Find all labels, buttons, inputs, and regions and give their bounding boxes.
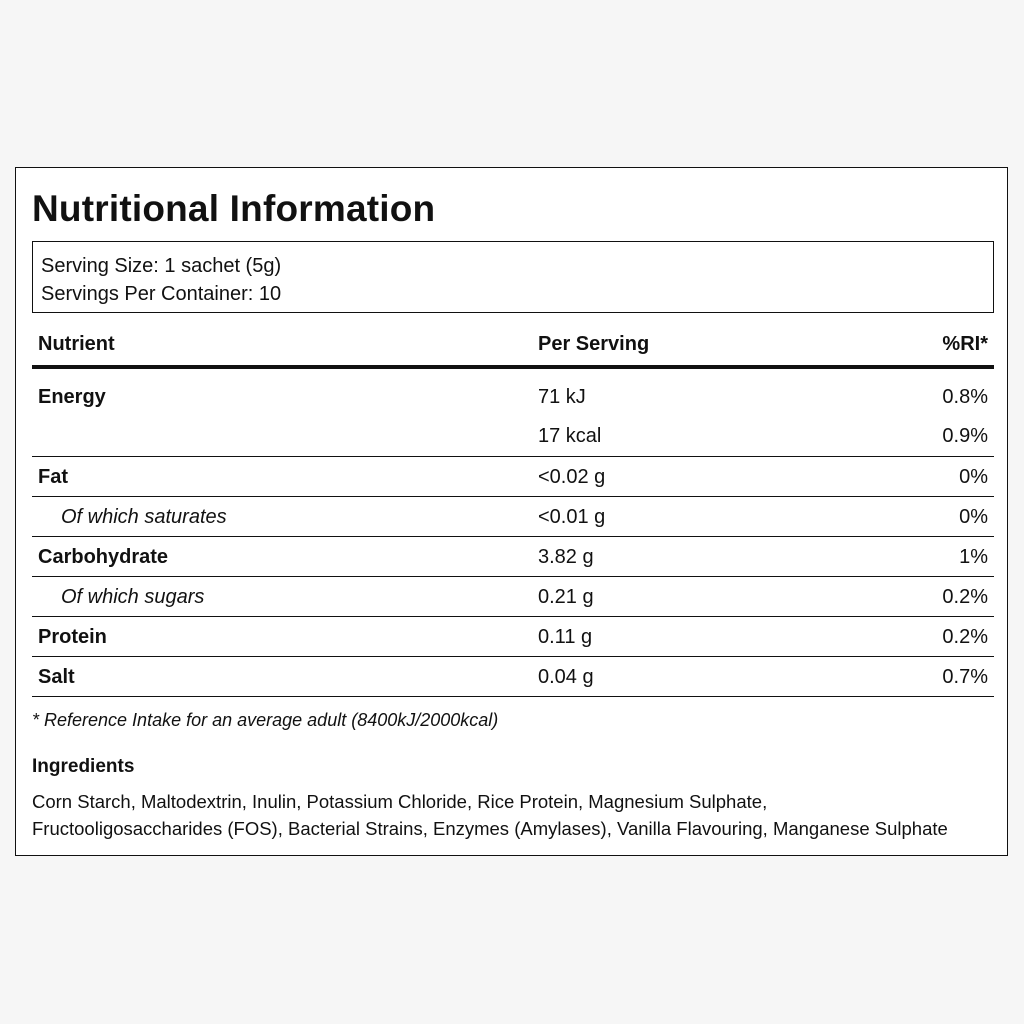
ri-value: 0.2% <box>942 626 988 648</box>
table-row <box>32 577 994 617</box>
ri-value: 0% <box>959 506 988 528</box>
nutrition-table <box>32 320 994 697</box>
per-serving-value: 0.04 g <box>538 666 594 688</box>
nutrition-label <box>15 167 1008 856</box>
energy-kj-ri: 0.8% <box>942 386 988 408</box>
nutrient-name: Fat <box>38 466 68 488</box>
table-row-energy <box>32 369 994 457</box>
nutrient-name: Energy <box>38 386 106 408</box>
per-serving-value: 0.21 g <box>538 586 594 608</box>
ri-value: 0% <box>959 466 988 488</box>
ingredients-title: Ingredients <box>32 756 135 777</box>
ri-value: 1% <box>959 546 988 568</box>
per-serving-value: 3.82 g <box>538 546 594 568</box>
nutrient-name: Protein <box>38 626 107 648</box>
header-per-serving: Per Serving <box>538 333 650 355</box>
nutrient-name: Salt <box>38 666 75 688</box>
header-nutrient: Nutrient <box>38 333 115 355</box>
serving-size: Serving Size: 1 sachet (5g) <box>41 255 282 277</box>
per-serving-value: <0.01 g <box>538 506 606 528</box>
table-header-row <box>32 320 994 369</box>
label-title: Nutritional Information <box>32 188 436 229</box>
ri-value: 0.7% <box>942 666 988 688</box>
nutrient-name: Carbohydrate <box>38 546 169 568</box>
energy-kj: 71 kJ <box>538 386 586 408</box>
per-serving-value: 0.11 g <box>538 626 593 648</box>
per-serving-value: <0.02 g <box>538 466 606 488</box>
ingredients-line: Fructooligosaccharides (FOS), Bacterial Strains, Enzymes (Amylases), Vanilla Flavouring, Manganese Sulphate <box>32 818 948 839</box>
table-row <box>32 657 994 697</box>
serving-info-box <box>32 241 994 313</box>
table-row <box>32 537 994 577</box>
table-row <box>32 617 994 657</box>
energy-kcal: 17 kcal <box>538 425 602 447</box>
servings-per-container: Servings Per Container: 10 <box>41 283 282 305</box>
ingredients-line: Corn Starch, Maltodextrin, Inulin, Potassium Chloride, Rice Protein, Magnesium Sulphate, <box>32 791 768 812</box>
table-row <box>32 497 994 537</box>
energy-kcal-ri: 0.9% <box>942 425 988 447</box>
nutrient-name: Of which saturates <box>61 506 227 528</box>
nutrient-name: Of which sugars <box>61 586 205 608</box>
header-ri: %RI* <box>942 333 988 355</box>
ri-footnote: * Reference Intake for an average adult (8400kJ/2000kcal) <box>32 710 499 730</box>
table-row <box>32 457 994 497</box>
ri-value: 0.2% <box>942 586 988 608</box>
ingredients-list <box>32 788 1002 842</box>
